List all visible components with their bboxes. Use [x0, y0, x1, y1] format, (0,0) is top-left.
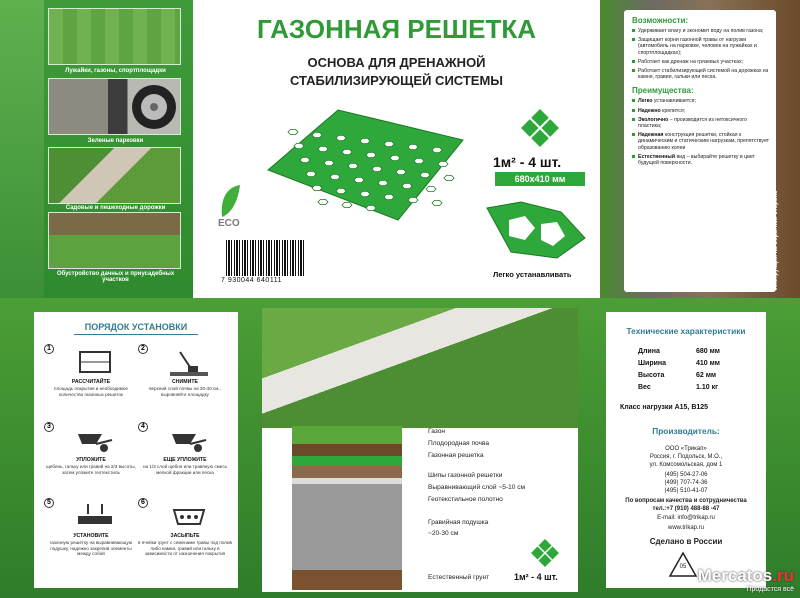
grid-cell	[330, 174, 340, 179]
heading-rule	[74, 334, 198, 335]
step-title: СНИМИТЕ	[172, 379, 198, 385]
step-description: площадь покрытия и необходимое количество газонных решеток	[54, 386, 128, 397]
step-description: в ячейки грунт с семенами травы под полив либо камни, гравий или гальку в зависимости от назначения покрытия	[138, 540, 232, 556]
fill-cells-icon	[170, 502, 208, 530]
grid-cell	[372, 166, 382, 171]
photo-caption-garden-path: Садовые и пешеходные дорожки	[65, 205, 166, 211]
grid-cell	[444, 175, 454, 180]
grid-cell	[318, 146, 328, 151]
grid-cell	[438, 161, 448, 166]
grid-cell	[390, 155, 400, 160]
grid-cell	[366, 205, 376, 210]
applications-panel	[0, 0, 193, 298]
photo-garden-path	[48, 147, 181, 204]
grid-cell	[312, 132, 322, 137]
install-step	[138, 344, 232, 404]
layer-label: Плодородная почва	[428, 440, 490, 447]
shovel-icon	[170, 348, 208, 376]
producer-line: ООО «Трикап»	[665, 446, 707, 452]
photo-caption-dacha: Обустройство дачных и приусадебных участков	[56, 271, 175, 283]
producer-line: (495) 510-41-07	[664, 488, 708, 494]
grid-product-image	[248, 100, 478, 240]
advantage-item: Естественный вид – выбирайте решетку в цвет будущей поверхности.	[632, 154, 770, 166]
eco-label: ECO	[218, 218, 240, 229]
wheelbarrow-icon	[170, 426, 208, 454]
producer-email: E-mail: info@trikap.ru	[657, 515, 715, 521]
made-in-russia: Сделано в России	[649, 537, 723, 546]
grid-cell	[342, 202, 352, 207]
subtitle-line-2: СТАБИЛИЗИРУЮЩЕЙ СИСТЕМЫ	[289, 73, 504, 88]
grid-cell	[402, 183, 412, 188]
step-title: УПЛОЖИТЕ	[76, 457, 106, 463]
install-step	[138, 422, 232, 482]
cross-section-panel	[262, 308, 578, 592]
spec-label: Вес	[638, 384, 651, 391]
layer-label: Газон	[428, 428, 446, 435]
grid-cell	[408, 197, 418, 202]
grid-cell	[426, 186, 436, 191]
layer-label: Выравнивающий слой ~5-10 см	[428, 484, 526, 491]
spec-value: 62 мм	[696, 372, 717, 379]
pack-diamond-icon-small	[530, 538, 560, 568]
watermark	[698, 566, 794, 593]
install-step	[44, 344, 138, 404]
spec-value: 1.10 кг	[696, 384, 718, 391]
grid-cell	[294, 143, 304, 148]
producer-line: По вопросам качества и сотрудничества	[625, 498, 747, 504]
load-class: Класс нагрузки А15, В125	[620, 404, 709, 411]
advantage-item: Легко устанавливается;	[632, 98, 770, 104]
grid-cell	[336, 188, 346, 193]
step-description: щебень, гальку или гравий на 2/3 высоты, затем уложите геотекстиль	[46, 464, 136, 475]
grid-cell	[384, 194, 394, 199]
grid-cell	[348, 163, 358, 168]
grid-cell	[360, 138, 370, 143]
grid-tile-icon	[76, 348, 114, 376]
step-number: 5	[44, 498, 54, 508]
producer-website: www.trikap.ru	[667, 525, 704, 531]
photo-caption-parking: Зеленые парковки	[87, 138, 144, 144]
easy-install-label: Легко устанавливать	[493, 270, 572, 279]
grid-cell	[384, 141, 394, 146]
pack-diamond-icon	[520, 108, 560, 148]
watermark-tagline: Продастся всё	[746, 586, 794, 593]
pack-quantity-bottom: 1м² - 4 шт.	[514, 572, 558, 582]
garden-photo	[262, 308, 578, 428]
layer-label: Геотекстильное полотно	[428, 496, 503, 503]
layer-label: Естественный грунт	[428, 574, 490, 581]
pack-quantity: 1м² - 4 шт.	[493, 154, 562, 170]
grid-cell	[360, 191, 370, 196]
grid-cell	[306, 171, 316, 176]
grid-connection-detail	[481, 198, 593, 264]
install-heading: ПОРЯДОК УСТАНОВКИ	[84, 322, 188, 332]
features-heading: Возможности:	[632, 16, 689, 25]
grid-cell	[342, 149, 352, 154]
producer-line: (499) 707-74-36	[664, 480, 708, 486]
wheel-icon	[49, 79, 182, 136]
vertical-note: Инструкция на обратной стороне	[773, 190, 779, 290]
step-title: УСТАНОВИТЕ	[73, 533, 109, 539]
spec-label: Высота	[638, 372, 665, 379]
photo-dacha	[48, 212, 181, 269]
step-number: 3	[44, 422, 54, 432]
grid-cell	[354, 177, 364, 182]
grid-cell	[288, 129, 298, 134]
grid-cell	[432, 200, 442, 205]
barcode	[226, 240, 304, 276]
grid-cell	[378, 180, 388, 185]
producer-line: ул. Комсомольская, дом 1	[649, 462, 723, 468]
layer-label: Гравийная подушка	[428, 519, 489, 526]
advantage-item: Надежно крепится;	[632, 108, 770, 114]
grid-placement-icon	[76, 502, 114, 530]
grid-cell	[414, 158, 424, 163]
spec-label: Ширина	[638, 360, 667, 367]
grid-cell	[318, 199, 328, 204]
step-number: 1	[44, 344, 54, 354]
producer-line: (495) 504-27-06	[664, 472, 708, 478]
step-description: на 1/3 слой щебня или травяную смесь мелкой фракции или песка	[142, 464, 228, 475]
install-instructions	[34, 312, 238, 588]
producer-line: Россия, г. Подольск, М.О.,	[649, 454, 723, 460]
recycle-code: 05	[679, 564, 687, 570]
barcode-digits: 7 930044 640111	[221, 277, 282, 284]
feature-item: Работает как дренаж на грязевых участках;	[632, 59, 770, 65]
grid-cell	[324, 160, 334, 165]
grass-strip	[0, 0, 44, 298]
grid-cell	[420, 172, 430, 177]
grid-cell	[336, 135, 346, 140]
features-box	[624, 10, 776, 292]
step-number: 6	[138, 498, 148, 508]
install-step	[44, 498, 138, 558]
step-number: 2	[138, 344, 148, 354]
subtitle-line-1: ОСНОВА ДЛЯ ДРЕНАЖНОЙ	[307, 55, 486, 70]
spec-label: Длина	[638, 348, 660, 355]
photo-lawn	[48, 8, 181, 65]
feature-item: Защищает корни газонной травы от нагрузки (автомобиль на парковке, человек на лужайках и спортплощадках);	[632, 37, 770, 56]
producer-heading: Производитель:	[652, 426, 720, 436]
grid-cell	[312, 185, 322, 190]
feature-item: Удерживает влагу и экономит воду на полив газона;	[632, 28, 770, 34]
step-title: РАССЧИТАЙТЕ	[71, 379, 111, 385]
photo-parking	[48, 78, 181, 135]
step-description: газонную решетку на выравнивающую подушку, надежно закрепив элементы между собой	[49, 540, 133, 556]
layer-label: Шипы газонной решетки	[428, 472, 503, 479]
grid-cell	[432, 147, 442, 152]
grid-cell	[396, 169, 406, 174]
watermark-brand: Mercatos.ru	[697, 566, 794, 585]
feature-item: Работает стабилизирующей системой на дорожках из камня, гравия, гальки или песка.	[632, 68, 770, 80]
eco-leaf-icon	[218, 183, 242, 221]
step-title: ЗАСЫПЬТЕ	[170, 533, 200, 539]
front-panel	[193, 0, 600, 298]
spec-value: 680 мм	[696, 348, 720, 355]
spec-value: 410 мм	[696, 360, 720, 367]
grid-cell	[300, 157, 310, 162]
specifications-box	[606, 312, 766, 588]
step-number: 4	[138, 422, 148, 432]
layer-label: Газонная решетка	[428, 452, 484, 459]
producer-line: тел.:+7 (910) 488-88 -47	[652, 506, 720, 512]
install-step	[44, 422, 138, 482]
grid-cell	[408, 144, 418, 149]
step-title: ЕЩЕ УПЛОЖИТЕ	[163, 457, 207, 463]
product-title: ГАЗОННАЯ РЕШЕТКА	[257, 14, 536, 44]
step-description: верхний слой почвы на 30-40 см., выровняйте площадку	[149, 386, 221, 397]
advantages-heading: Преимущества:	[632, 86, 694, 96]
install-step	[138, 498, 232, 558]
specs-heading: Технические характеристики	[626, 326, 746, 336]
advantage-item: Надежная конструкция решетки, стойкая к динамическим и статическим нагрузкам, препятствует образованию колеи	[632, 132, 770, 151]
wheelbarrow-icon	[76, 426, 114, 454]
photo-caption-lawn: Лужайки, газоны, спортплощадки	[65, 68, 166, 74]
layer-label: ~20-30 см	[428, 530, 459, 537]
grid-cell	[366, 152, 376, 157]
layer-cross-section	[282, 426, 412, 592]
pack-size-badge: 680х410 мм	[495, 172, 585, 186]
advantage-item: Экологично – производится из нетоксичного пластика;	[632, 117, 770, 129]
